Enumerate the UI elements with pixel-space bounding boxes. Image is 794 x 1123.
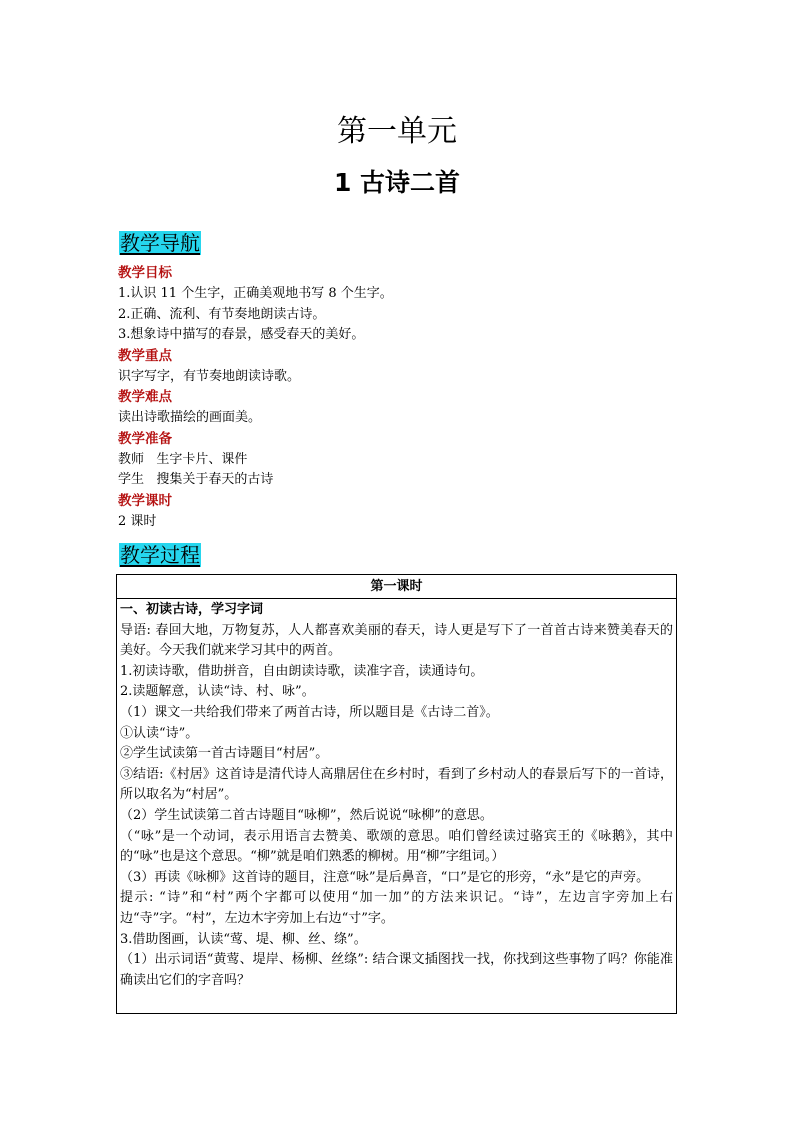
process-box-body [117,599,676,991]
paragraph: ①认读“诗”。 [120,725,199,741]
paragraph: 3.借助图画，认读“莺、堤、柳、丝、绦”。 [120,931,367,947]
guide-heading-objectives: 教学目标 [118,265,172,281]
paragraph: 提示: “诗”和“村”两个字都可以使用“加一加”的方法来识记。“诗”，左边言字旁加上右边“寺”字。“村”，左边木字旁加上右边“寸”字。 [120,890,673,926]
process-box [116,574,677,1014]
guide-line: 学生 搜集关于春天的古诗 [118,472,274,487]
guide-heading-periods: 教学课时 [118,492,172,509]
guide-line: 3.想象诗中描写的春景，感受春天的美好。 [118,327,365,342]
guide-line: 读出诗歌描绘的画面美。 [118,410,262,425]
guide-heading-preparation: 教学准备 [118,430,172,447]
guide-line: 1.认识 11 个生字，正确美观地书写 8 个生字。 [118,286,393,301]
guide-line: 2.正确、流利、有节奏地朗读古诗。 [118,306,326,322]
step-title: 一、初读古诗，学习字词 [120,602,264,617]
paragraph: ③结语:《村居》这首诗是清代诗人高鼎居住在乡村时，看到了乡村动人的春景后写下的一首诗，所以取名为“村居”。 [120,766,673,803]
guide-line: 2 课时 [118,513,157,529]
paragraph: （1）出示词语“黄莺、堤岸、杨柳、丝绦”: 结合课文插图找一找，你找到这些事物了吗？你能准确读出它们的字音吗？ [120,952,673,988]
paragraph: ②学生试读第一首古诗题目“村居”。 [120,746,329,762]
lesson-title: 1 古诗二首 [333,168,461,197]
guide-heading-key-points: 教学重点 [118,347,172,364]
guide-line: 识字写字，有节奏地朗读诗歌。 [118,368,301,384]
paragraph: 2.读题解意，认读“诗、村、咏”。 [120,684,315,700]
paragraph: 1.初读诗歌，借助拼音，自由朗读诗歌，读准字音，读通诗句。 [120,663,484,679]
guide-heading-difficulties: 教学难点 [118,389,172,405]
guide-line: 教师 生字卡片、课件 [118,451,248,467]
section-badge-process: 教学过程 [120,543,200,567]
unit-title: 第一单元 [337,114,457,149]
paragraph: （2）学生试读第二首古诗题目“咏柳”，然后说说“咏柳”的意思。 [120,807,493,823]
paragraph: （“咏”是一个动词，表示用语言去赞美、歌颂的意思。咱们曾经读过骆宾王的《咏鹅》，其中的“咏”也是这个意思。“柳”就是咱们熟悉的柳树。用“柳”字组词。） [120,828,673,865]
section-badge-guide: 教学导航 [120,231,200,255]
teaching-guide [118,263,678,532]
paragraph: （3）再读《咏柳》这首诗的题目，注意“咏”是后鼻音，“口”是它的形旁，“永”是它的声旁。 [120,869,650,885]
process-box-header: 第一课时 [117,575,676,599]
paragraph: 导语: 春回大地，万物复苏，人人都喜欢美丽的春天，诗人更是写下了一首首古诗来赞美春天的美好。今天我们就来学习其中的两首。 [120,622,673,659]
paragraph: （1）课文一共给我们带来了两首古诗，所以题目是《古诗二首》。 [120,704,499,720]
